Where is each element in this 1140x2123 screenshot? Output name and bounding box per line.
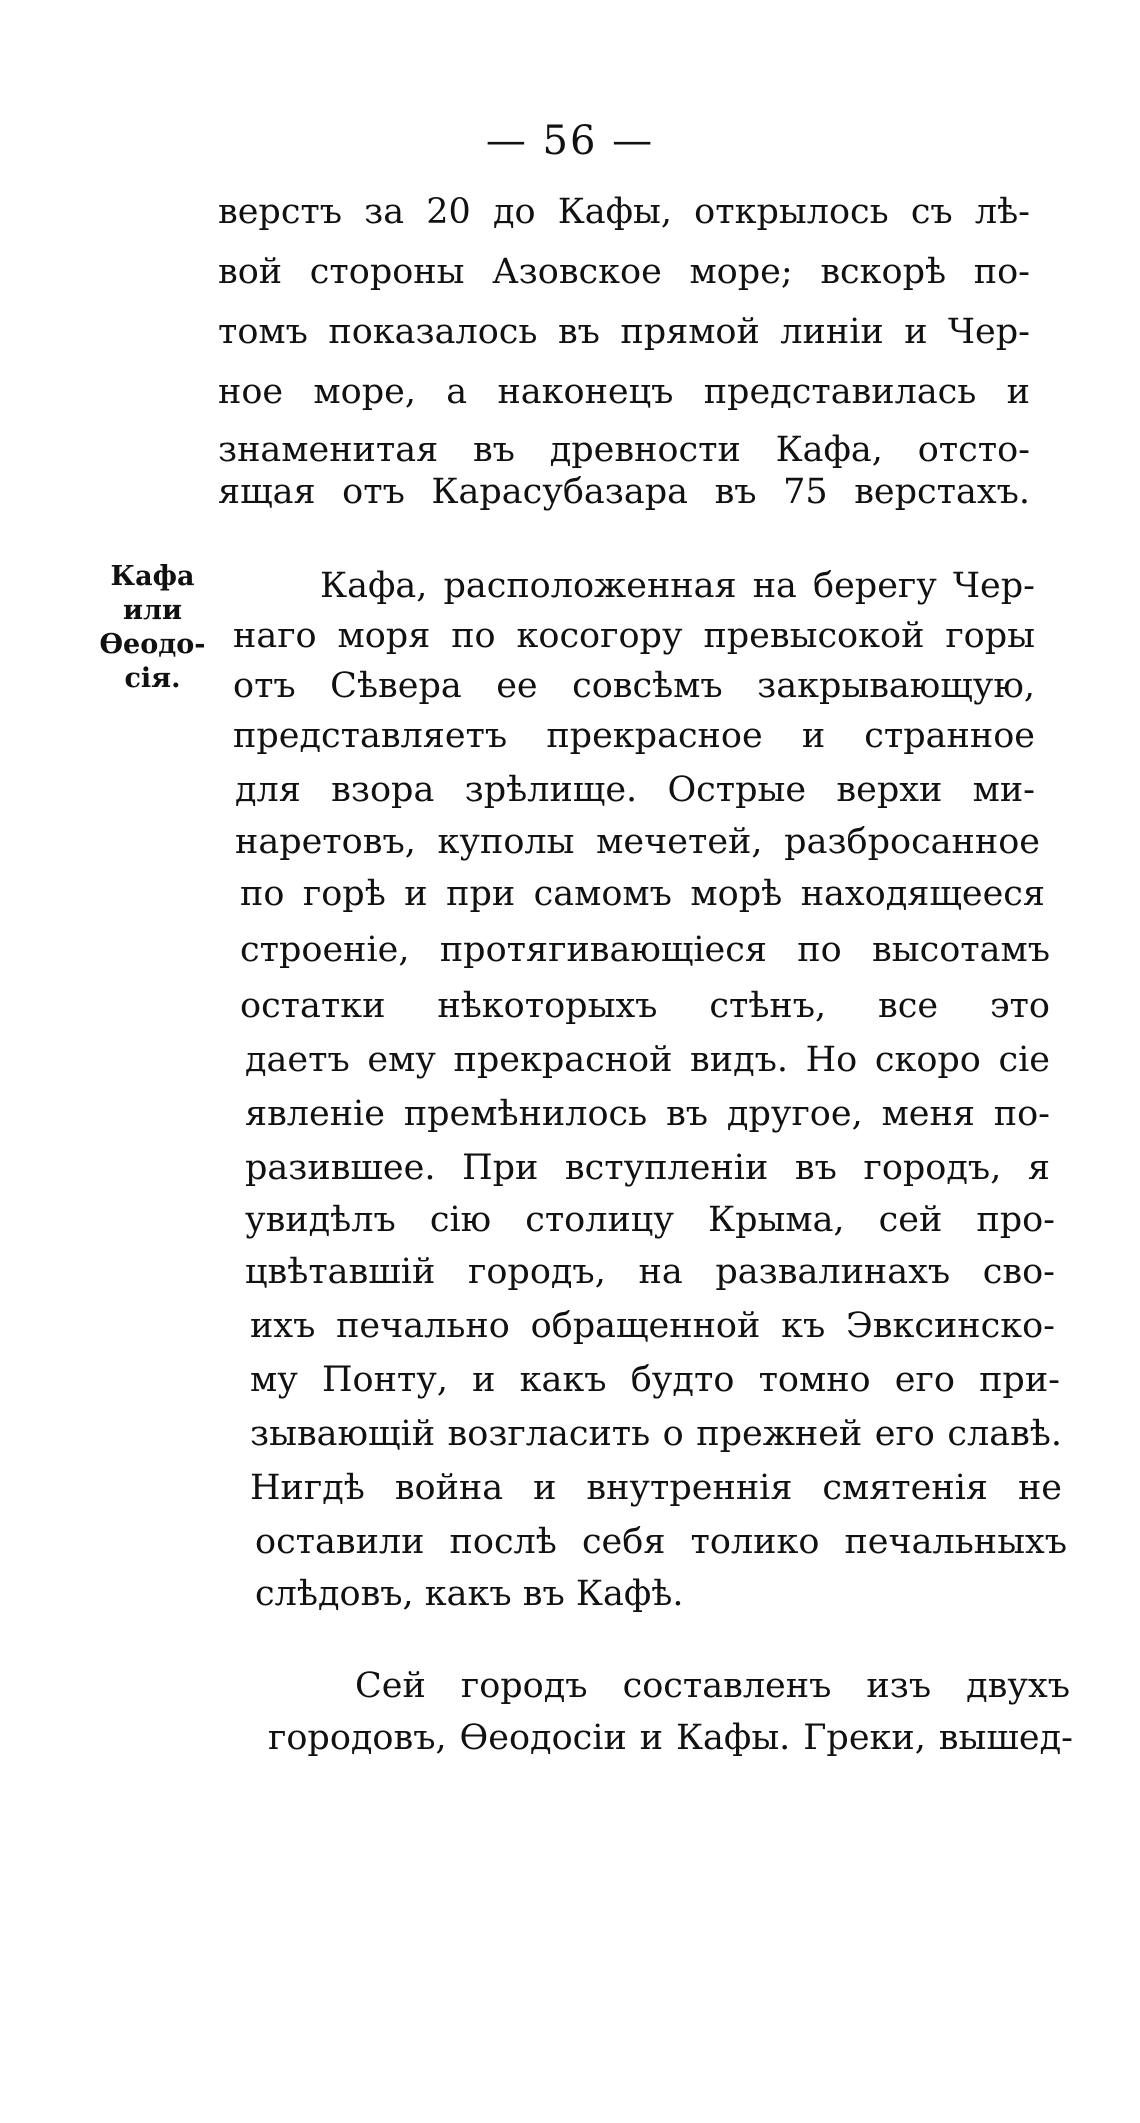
text-line: для взора зрѣлище. Острые верхи ми- bbox=[235, 770, 1035, 810]
margin-note-line: или bbox=[122, 595, 183, 626]
margin-note-line: сія. bbox=[124, 663, 181, 694]
text-line: отъ Сѣвера ее совсѣмъ закрывающую, bbox=[233, 666, 1035, 706]
text-line: ящая отъ Карасубазара въ 75 верстахъ. bbox=[218, 472, 1030, 512]
text-line: по горѣ и при самомъ морѣ находящееся bbox=[240, 874, 1045, 914]
margin-note bbox=[90, 560, 215, 696]
text-line: верстъ за 20 до Кафы, открылось съ лѣ- bbox=[218, 192, 1030, 232]
page-number: — 56 — bbox=[485, 118, 655, 164]
text-line: зывающій возгласить о прежней его славѣ. bbox=[250, 1414, 1062, 1454]
text-line: томъ показалось въ прямой линіи и Чер- bbox=[218, 312, 1030, 352]
text-line: слѣдовъ, какъ въ Кафѣ. bbox=[255, 1574, 684, 1614]
text-line: Нигдѣ война и внутреннія смятенія не bbox=[250, 1468, 1062, 1508]
text-line: остатки нѣкоторыхъ стѣнъ, все это bbox=[240, 986, 1050, 1026]
text-line: городовъ, Өеодосіи и Кафы. Греки, вышед- bbox=[268, 1718, 1073, 1758]
text-line: Сей городъ составленъ изъ двухъ bbox=[355, 1666, 1070, 1706]
margin-note-line: Өеодо- bbox=[99, 629, 206, 660]
text-line: представляетъ прекрасное и странное bbox=[233, 716, 1035, 756]
text-line: увидѣлъ сію столицу Крыма, сей про- bbox=[245, 1200, 1055, 1240]
text-line: вой стороны Азовское море; вскорѣ по- bbox=[218, 252, 1030, 292]
text-line: строеніе, протягивающіеся по высотамъ bbox=[240, 930, 1050, 970]
text-line: ное море, а наконецъ представилась и bbox=[218, 372, 1030, 412]
text-line: цвѣтавшій городъ, на развалинахъ сво- bbox=[245, 1252, 1055, 1292]
text-line: наго моря по косогору превысокой горы bbox=[233, 616, 1035, 656]
text-line: Кафа, расположенная на берегу Чер- bbox=[320, 566, 1035, 606]
text-line: даетъ ему прекрасной видъ. Но скоро сіе bbox=[245, 1040, 1050, 1080]
text-line: наретовъ, куполы мечетей, разбросанное bbox=[235, 822, 1040, 862]
margin-note-line: Кафа bbox=[110, 561, 195, 592]
text-line: му Понту, и какъ будто томно его при- bbox=[250, 1360, 1060, 1400]
text-line: знаменитая въ древности Кафа, отсто- bbox=[218, 430, 1030, 470]
text-line: оставили послѣ себя толико печальныхъ bbox=[255, 1522, 1067, 1562]
text-line: разившее. При вступленіи въ городъ, я bbox=[245, 1148, 1050, 1188]
text-line: ихъ печально обращенной къ Эвксинско- bbox=[250, 1306, 1055, 1346]
text-line: явленіе премѣнилось въ другое, меня по- bbox=[245, 1094, 1050, 1134]
